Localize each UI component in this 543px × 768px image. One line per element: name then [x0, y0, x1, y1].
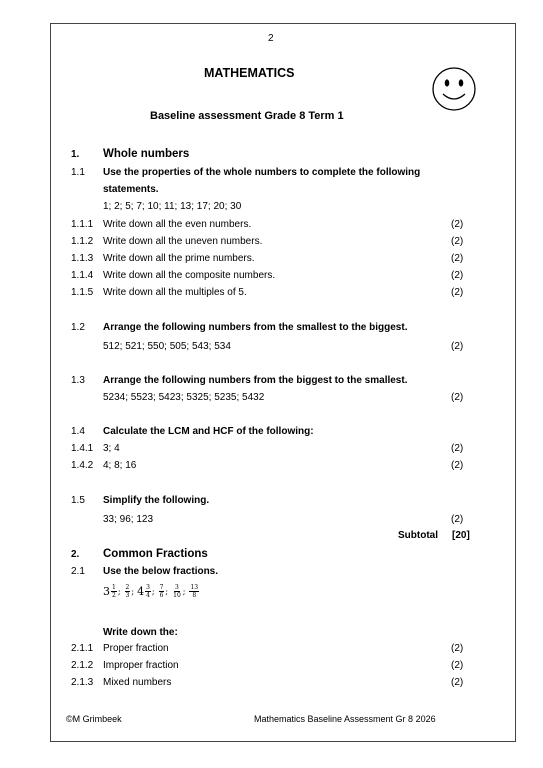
question-number: 1.2 [71, 322, 85, 333]
page-subtitle: Baseline assessment Grade 8 Term 1 [150, 110, 344, 122]
page-number: 2 [268, 33, 274, 44]
mark-allocation: (2) [451, 341, 464, 352]
mark-allocation: (2) [451, 443, 464, 454]
question-text-content: 5234; 5523; 5423; 5325; 5235; 5432 [103, 392, 265, 403]
question-number: 1.1 [71, 167, 85, 178]
fraction-separator: ; [117, 587, 121, 596]
question-text-content: Use the properties of the whole numbers to complete the following [103, 167, 421, 178]
fraction-separator: ; [165, 587, 169, 596]
question-text [103, 392, 264, 403]
fraction [172, 584, 182, 599]
question-text [103, 341, 231, 352]
question-text-content: Whole numbers [103, 148, 190, 160]
question-text [103, 287, 247, 298]
fraction [189, 584, 199, 599]
fraction-numerator: 13 [190, 584, 199, 591]
mark-allocation: (2) [451, 677, 464, 688]
mark-allocation: (2) [451, 270, 464, 281]
mark-allocation: (2) [451, 514, 464, 525]
question-text [103, 495, 209, 506]
question-text-content: statements. [103, 184, 159, 195]
question-text-content: Proper fraction [103, 643, 169, 654]
question-text-content: Write down all the prime numbers. [103, 253, 255, 264]
question-text-content: Write down all the composite numbers. [103, 270, 276, 281]
question-text [103, 253, 255, 264]
smiley-face-icon [431, 66, 477, 112]
subtotal-value: [20] [452, 530, 470, 541]
question-text [103, 660, 179, 671]
fraction-list [103, 584, 200, 599]
mark-allocation: (2) [451, 660, 464, 671]
fraction-numerator: 3 [175, 584, 179, 591]
fraction-denominator: 8 [192, 592, 197, 599]
question-text-content: Write down all the uneven numbers. [103, 236, 263, 247]
mark-allocation: (2) [451, 236, 464, 247]
question-text [103, 270, 275, 281]
mark-allocation: (2) [451, 287, 464, 298]
fraction-whole: 4 [137, 585, 145, 598]
question-text-content: Write down the: [103, 627, 178, 638]
question-number: 1.1.2 [71, 236, 94, 247]
fraction-numerator: 7 [159, 584, 164, 591]
question-text [103, 201, 241, 212]
fraction-numerator: 2 [125, 584, 130, 591]
question-number: 1.1.4 [71, 270, 94, 281]
question-number: 2.1.3 [71, 677, 94, 688]
question-text-content: 33; 96; 123 [103, 514, 154, 525]
fraction-denominator: 10 [173, 592, 181, 599]
question-text-content: Arrange the following numbers from the smallest to the biggest. [103, 322, 408, 333]
question-text-content: 4; 8; 16 [103, 460, 137, 471]
question-text [103, 514, 153, 525]
question-text-content: Calculate the LCM and HCF of the following: [103, 426, 314, 437]
question-text [103, 322, 407, 333]
question-text [103, 184, 159, 195]
fraction [111, 584, 117, 599]
question-text-content: Simplify the following [103, 495, 207, 506]
question-text [103, 426, 314, 437]
question-number: 1.1.3 [71, 253, 94, 264]
question-number: 2.1.1 [71, 643, 94, 654]
question-number: 1.4.2 [71, 460, 94, 471]
question-number: 1.5 [71, 495, 85, 506]
fraction-denominator: 4 [146, 592, 150, 599]
fraction-numerator: 3 [146, 584, 150, 591]
question-text-content: Write down all the multiples of 5. [103, 287, 247, 298]
mark-allocation: (2) [451, 460, 464, 471]
question-text-content: 512; 521; 550; 505; 543; 534 [103, 341, 231, 352]
question-number: 1.3 [71, 375, 85, 386]
question-text-content: Use the below fractions. [103, 566, 219, 577]
question-number: 1.1.1 [71, 219, 94, 230]
section-heading [103, 148, 189, 160]
mark-allocation: (2) [451, 219, 464, 230]
fraction [145, 584, 151, 599]
question-text-content: Mixed numbers [103, 677, 172, 688]
fraction [125, 584, 131, 599]
fraction-denominator: 6 [159, 592, 164, 599]
question-number: 1.4 [71, 426, 85, 437]
question-text [103, 219, 251, 230]
question-text [103, 677, 171, 688]
page-title: MATHEMATICS [204, 66, 295, 80]
question-text [103, 627, 178, 638]
footer-title: Mathematics Baseline Assessment Gr 8 2026 [254, 714, 436, 724]
subtotal-label: Subtotal [398, 530, 438, 541]
section-heading [103, 548, 208, 560]
fraction-denominator: 3 [125, 592, 130, 599]
question-text [103, 443, 120, 454]
question-text-content: Write down all the even numbers. [103, 219, 252, 230]
question-number: 1.4.1 [71, 443, 94, 454]
question-number: 1. [71, 149, 80, 160]
question-text-content: Arrange the following numbers from the biggest to the smallest. [103, 375, 408, 386]
question-text-content: 1; 2; 5; 7; 10; 11; 13; 17; 20; 30 [103, 201, 242, 212]
fraction-whole: 3 [103, 585, 110, 598]
mark-allocation: (2) [451, 643, 464, 654]
question-text [103, 236, 262, 247]
question-number: 1.1.5 [71, 287, 94, 298]
question-text-content: Common Fractions [103, 548, 208, 560]
question-text [103, 375, 407, 386]
question-text [103, 566, 218, 577]
fraction-denominator: 2 [112, 592, 116, 599]
question-text-content: 3; 4 [103, 443, 120, 454]
question-text [103, 167, 420, 178]
fraction-separator: ; [151, 587, 155, 596]
question-text-content: Improper fraction [103, 660, 179, 671]
mark-allocation: (2) [451, 253, 464, 264]
fraction-numerator: 1 [112, 584, 116, 591]
question-text [103, 460, 136, 471]
mark-allocation: (2) [451, 392, 464, 403]
simplify-period: . [206, 495, 210, 506]
question-number: 2.1 [71, 566, 85, 577]
question-number: 2. [71, 549, 80, 560]
question-number: 2.1.2 [71, 660, 94, 671]
footer-author: ©M Grimbeek [66, 714, 122, 724]
fraction [159, 584, 165, 599]
fraction-separator: ; [131, 587, 135, 596]
fraction-separator: ; [182, 587, 186, 596]
question-text [103, 643, 169, 654]
